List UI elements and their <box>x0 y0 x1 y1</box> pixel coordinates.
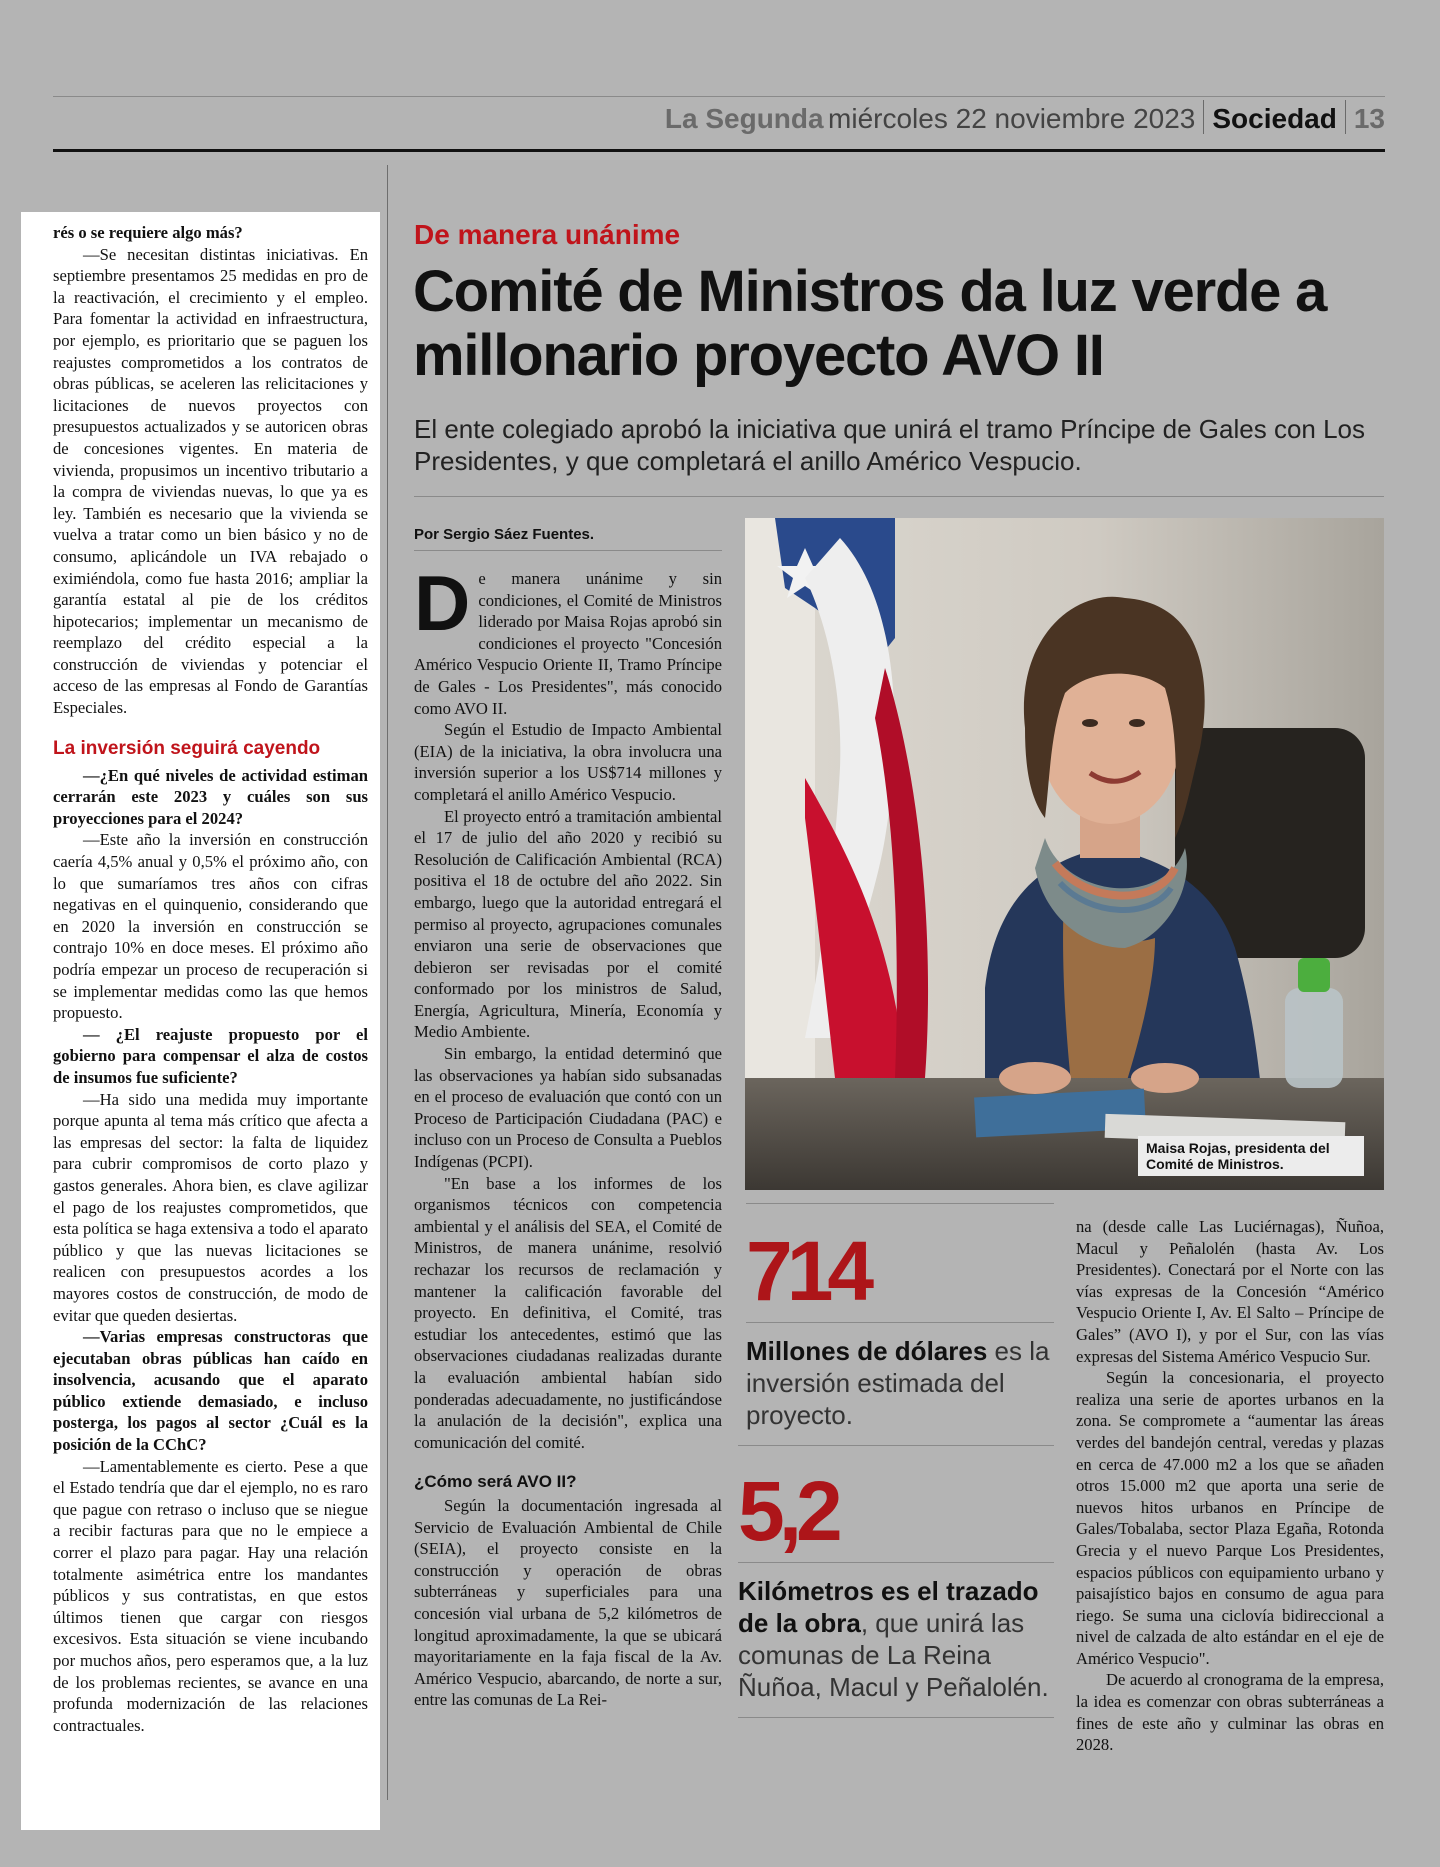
byline-rule <box>414 550 722 551</box>
paragraph: —Lamentablemente es cierto. Pese a que el Estado tendría que dar el ejemplo, no es raro que pague con retraso o incluso que se niegue a recibir facturas para que no le empiece a correr el plazo para pagar. Hay una relación totalmente asimétrica entre los mandantes públicos y sus contratistas, en que estos últimos tienen que cargar con riesgos excesivos. Esta situación se viene incubando por muchos años, pero esperamos que, a la luz de los problemas recientes, se avance en una profunda modernización de las relaciones contractuales. <box>53 1456 368 1735</box>
stat-text-length <box>738 1575 1054 1703</box>
photo-illustration <box>745 518 1384 1190</box>
stat-bold-text: Millones de dólares <box>746 1336 988 1366</box>
paragraph: —Este año la inversión en construcción caería 4,5% anual y 0,5% el próximo año, con lo que sumaríamos tres años con cifras negativas en el quinquenio, considerando que en 2020 la inversión en construcción se contrajo 10% en doce meses. El próximo año podría empezar un proceso de recuperación si se implementar medidas como las que hemos propuesto. <box>53 830 368 1023</box>
stat-rule <box>738 1717 1054 1718</box>
portrait-photo <box>745 518 1384 1190</box>
stat-plain-text: , que unirá las comunas de La Reina Ñuñoa, Macul y Peñalolén. <box>738 1608 1049 1702</box>
headline: Comité de Ministros da luz verde a millonario proyecto AVO II <box>413 259 1327 388</box>
photo-caption: Maisa Rojas, presidenta del Comité de Ministros. <box>1138 1136 1364 1176</box>
paragraph: De acuerdo al cronograma de la empresa, la idea es comenzar con obras subterráneas a fines de este año y culminar las obras en 2028. <box>1076 1670 1384 1755</box>
article-body <box>414 559 722 1711</box>
interview-question: rés o se requiere algo más? <box>53 223 243 242</box>
interview-question: —Varias empresas constructoras que ejecutaban obras públicas han caído en insolvencia, acusando que el aparato público extiende demasiado, e incluso posterga, los pagos al sector ¿Cuál es la posición de la CChC? <box>53 1327 368 1455</box>
interview-question: — ¿El reajuste propuesto por el gobierno para compensar el alza de costos de insumos fue suficiente? <box>53 1024 368 1087</box>
page-header <box>53 100 1385 150</box>
interview-column <box>21 212 380 1830</box>
interview-subhead: La inversión seguirá cayendo <box>53 737 321 759</box>
paragraph: Según la concesionaria, el proyecto realiza una serie de aportes urbanos en la zona. Se compromete a “aumentar las áreas verdes del bandejón central, veredas y plazas en cerca de 47.000 m2 a los que se añaden otros 15.000 m2 que aporta una serie de nuevos hitos urbanos en Príncipe de Gales/Tobalaba, sector Plaza Egaña, Rotonda Grecia y el nuevo Parque Los Presidentes, espacios públicos con equipamiento urbano y paisajístico bajos en consumo de agua para riego. Se suma una ciclovía bidireccional a nivel de calzada de alto estándar en el eje de Américo Vespucio". <box>1076 1368 1384 1668</box>
stat-rule <box>746 1203 1054 1204</box>
stat-plain-text: es la inversión estimada del proyecto. <box>746 1336 1050 1430</box>
header-separator <box>1203 100 1204 134</box>
byline: Por Sergio Sáez Fuentes. <box>414 526 595 543</box>
paragraph: —Se necesitan distintas iniciativas. En septiembre presentamos 25 medidas en pro de la reactivación, el crecimiento y el empleo. Para fomentar la actividad en infraestructura, por ejemplo, es prioritario que se paguen los reajustes comprometidos a los contratos de obras públicas, se aceleren las relicitaciones y licitaciones de nuevos proyectos con presupuestos actualizados y se autoricen obras de concesiones vigentes. En materia de vivienda, propusimos un incentivo tributario a la compra de viviendas nuevas, lo que ya es ley. También es necesario que la vivienda se vuelva a tratar como un bien básico y no de consumo, aplicándole un IVA rebajado o eximiéndola, como fue hasta 2016; ampliar la garantía estatal al pie de los créditos hipotecarios; implementar un mecanismo de reemplazo del crédito especial a la construcción de viviendas y potenciar el acceso de las empresas al Fondo de Garantías Especiales. <box>53 244 368 718</box>
header-rule <box>53 149 1385 152</box>
lead-text: e manera unánime y sin condiciones, el Comité de Ministros liderado por Maisa Rojas aprobó sin condiciones el proyecto "Concesión Américo Vespucio Oriente II, Tramo Príncipe de Gales - Los Presidentes", más conocido como AVO II. <box>414 569 722 718</box>
section-name: Sociedad <box>1212 103 1337 134</box>
paragraph: El proyecto entró a tramitación ambiental el 17 de julio del año 2020 y recibió su Resolución de Calificación Ambiental (RCA) positiva el 18 de octubre del año 2022. Sin embargo, luego que la autoridad entregará el permiso al proyecto, agrupaciones comunales enviaron una serie de observaciones que debieron ser revisadas por el comité conformado por los ministros de Salud, Energía, Agricultura, Minería, Economía y Medio Ambiente. <box>414 806 722 1042</box>
paragraph: Sin embargo, la entidad determinó que las observaciones ya habían sido subsanadas en el proceso de evaluación que contó con un Proceso de Participación Ciudadana (PAC) e incluso con un Proceso de Consulta a Pueblos Indígenas (PCPI). <box>414 1044 722 1172</box>
stat-bold-text: Kilómetros es el trazado de la obra <box>738 1576 1039 1638</box>
drop-cap: D <box>414 559 471 647</box>
header-separator <box>1345 100 1346 134</box>
article-continuation <box>1076 1216 1384 1756</box>
paragraph: Según la documentación ingresada al Servicio de Evaluación Ambiental de Chile (SEIA), el proyecto consiste en la construcción y operación de obras subterráneas y superficiales para una concesión vial urbana de 5,2 kilómetros de longitud aproximadamente, la que se ubicará mayoritariamente en la faja fiscal de la Av. Américo Vespucio, abarcando, de norte a sur, entre las comunas de La Rei- <box>414 1495 722 1710</box>
stats-box <box>738 1203 1054 1718</box>
stat-rule <box>746 1322 1054 1323</box>
interview-question: —¿En qué niveles de actividad estiman cerrarán este 2023 y cuáles son sus proyecciones para el 2024? <box>53 765 368 828</box>
deck-rule <box>414 496 1384 497</box>
paragraph: "En base a los informes de los organismos técnicos con competencia ambiental y el análisis del SEA, el Comité de Ministros, de manera unánime, resolvió rechazar los recursos de reclamación y mantener la calificación favorable del proyecto. En definitiva, el Comité, tras estudiar los antecedentes, estimó que las observaciones ciudadanas realizadas durante la evaluación ambiental habían sido ponderadas adecuadamente, no justificándose la anulación de la decisión", explica una comunicación del comité. <box>414 1173 722 1452</box>
stat-rule <box>738 1445 1054 1446</box>
lead-paragraph <box>414 559 722 719</box>
stat-rule <box>738 1562 1054 1563</box>
column-divider <box>387 165 388 1800</box>
article-subhead: ¿Cómo será AVO II? <box>414 1472 577 1492</box>
publication-name: La Segunda <box>664 103 824 134</box>
stat-number-investment: 714 <box>746 1224 869 1318</box>
stat-text-investment <box>746 1335 1054 1431</box>
stat-number-length: 5,2 <box>738 1464 837 1558</box>
paragraph: Según el Estudio de Impacto Ambiental (EIA) de la iniciativa, la obra involucra una inversión superior a los US$714 millones y completará el anillo Américo Vespucio. <box>414 720 722 804</box>
publication-date: miércoles 22 noviembre 2023 <box>828 103 1196 134</box>
paragraph: na (desde calle Las Luciérnagas), Ñuñoa, Macul y Peñalolén (hasta Av. Los Presidentes). Conectará por el Norte con las vías expresas de la Concesión “Américo Vespucio Oriente I, Av. El Salto – Príncipe de Gales” (AVO I), y por el Sur, con las vías expresas del Sistema Américo Vespucio Sur. <box>1076 1217 1384 1366</box>
deck: El ente colegiado aprobó la iniciativa que unirá el tramo Príncipe de Gales con Los Presidentes, y que completará el anillo Américo Vespucio. <box>414 414 1366 476</box>
kicker: De manera unánime <box>414 219 681 250</box>
paragraph: —Ha sido una medida muy importante porque apunta al tema más crítico que afecta a las empresas del sector: la falta de liquidez para cubrir compromisos de corto plazo y gastos generales. Ahora bien, es clave agilizar el pago de los reajustes comprometidos, que esta política se haga extensiva a todo el aparato público y que las nuevas licitaciones se realicen con presupuestos acordes a los mayores costos de construcción, de modo de evitar que queden desiertas. <box>53 1089 368 1325</box>
top-rule <box>53 96 1385 97</box>
page-number: 13 <box>1353 103 1385 134</box>
